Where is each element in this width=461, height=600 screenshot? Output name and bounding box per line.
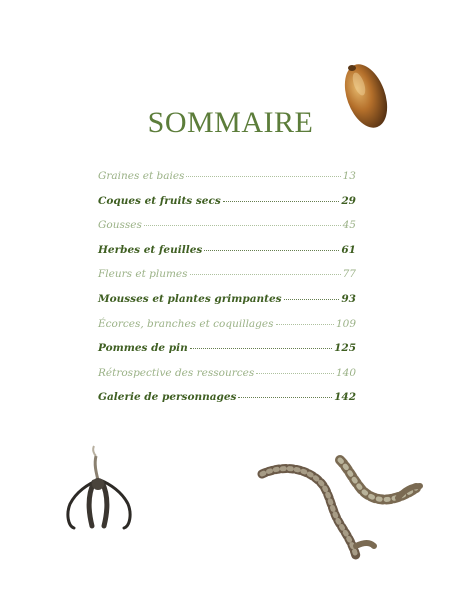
toc-entry[interactable] bbox=[98, 244, 356, 269]
dot-leader bbox=[186, 176, 340, 177]
dot-leader bbox=[190, 274, 341, 275]
toc-entry-page: 140 bbox=[335, 366, 356, 379]
dot-leader bbox=[238, 397, 332, 398]
toc-entry[interactable] bbox=[98, 195, 356, 220]
toc-entry-label: Pommes de pin bbox=[98, 342, 188, 355]
dot-leader bbox=[276, 324, 334, 325]
toc-entry-page: 125 bbox=[334, 342, 356, 355]
dot-leader bbox=[190, 348, 332, 349]
toc-entry-label: Mousses et plantes grimpantes bbox=[98, 292, 282, 305]
toc-entry[interactable] bbox=[98, 318, 356, 343]
toc-entry[interactable] bbox=[98, 391, 356, 416]
toc-entry[interactable] bbox=[98, 268, 356, 293]
toc-entry[interactable] bbox=[98, 219, 356, 244]
toc-entry-page: 109 bbox=[335, 317, 356, 330]
toc-entry-label: Galerie de personnages bbox=[98, 391, 237, 404]
dot-leader bbox=[284, 299, 340, 300]
toc-entry-label: Fleurs et plumes bbox=[98, 268, 188, 281]
toc-entry-page: 142 bbox=[334, 391, 356, 404]
toc-entry-page: 77 bbox=[342, 268, 356, 281]
table-of-contents bbox=[98, 170, 356, 416]
toc-entry[interactable] bbox=[98, 367, 356, 392]
dot-leader bbox=[204, 250, 339, 251]
toc-entry-label: Graines et baies bbox=[98, 170, 185, 182]
toc-entry-page: 45 bbox=[342, 219, 356, 232]
dot-leader bbox=[144, 225, 341, 226]
toc-entry[interactable] bbox=[98, 170, 356, 195]
toc-entry-label: Écorces, branches et coquillages bbox=[98, 317, 274, 330]
toc-entry-page: 29 bbox=[341, 194, 356, 207]
toc-entry-label: Herbes et feuilles bbox=[98, 243, 203, 256]
toc-entry-label: Coques et fruits secs bbox=[98, 194, 221, 207]
toc-entry-page: 93 bbox=[341, 292, 356, 305]
toc-entry-label: Gousses bbox=[98, 219, 142, 232]
toc-entry-page: 13 bbox=[342, 170, 356, 182]
toc-entry-label: Rétrospective des ressources bbox=[98, 366, 255, 379]
toc-entry[interactable] bbox=[98, 342, 356, 367]
lichen-twigs-image bbox=[256, 450, 426, 568]
page-title: SOMMAIRE bbox=[147, 106, 314, 139]
dot-leader bbox=[223, 201, 340, 202]
dot-leader bbox=[256, 373, 334, 374]
toc-entry-page: 61 bbox=[341, 243, 356, 256]
seed-pod-image bbox=[58, 440, 146, 536]
toc-entry[interactable] bbox=[98, 293, 356, 318]
